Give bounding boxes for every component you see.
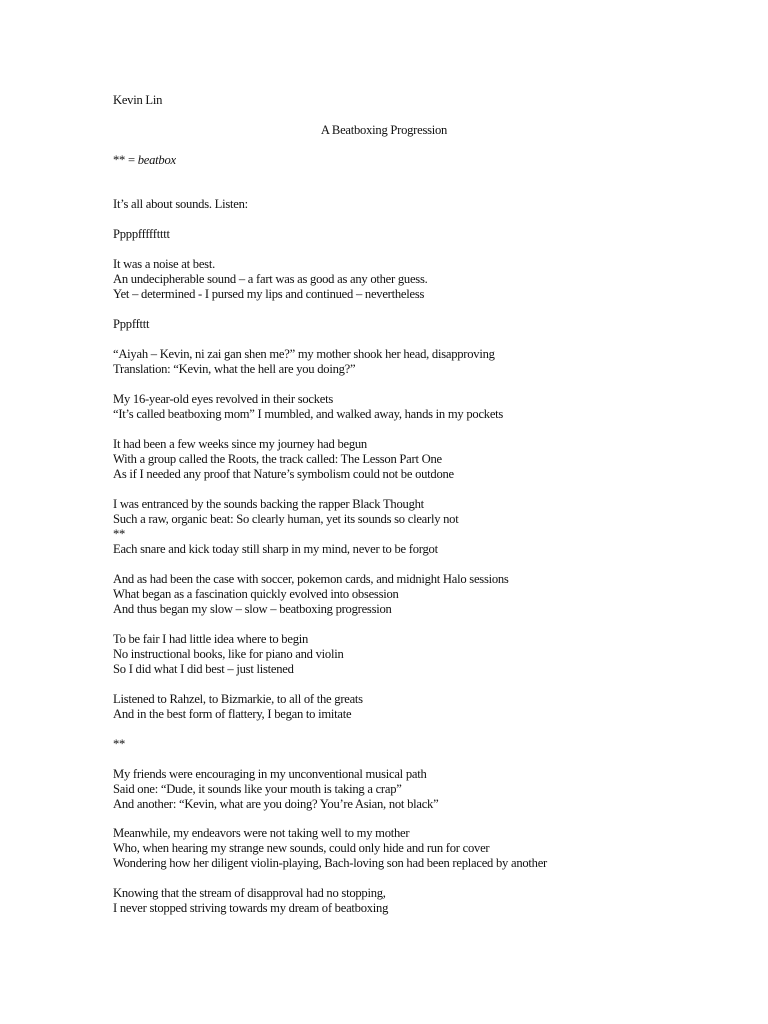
poem-line: “It’s called beatboxing mom” I mumbled, and walked away, hands in my pockets bbox=[113, 407, 504, 421]
intro-line: It’s all about sounds. Listen: bbox=[113, 197, 248, 211]
poem-line: And another: “Kevin, what are you doing? You’re Asian, not black” bbox=[113, 797, 439, 811]
poem-line: Translation: “Kevin, what the hell are you doing?” bbox=[113, 362, 356, 376]
poem-line: As if I needed any proof that Nature’s symbolism could not be outdone bbox=[113, 467, 454, 481]
poem-line: Pppffttt bbox=[113, 317, 150, 331]
poem-line: Meanwhile, my endeavors were not taking well to my mother bbox=[113, 826, 410, 840]
beatbox-marker: ** bbox=[113, 737, 126, 751]
poem-line: I never stopped striving towards my dream of beatboxing bbox=[113, 901, 389, 915]
legend-line bbox=[113, 153, 176, 168]
document-title: A Beatboxing Progression bbox=[320, 123, 448, 137]
poem-line: It was a noise at best. bbox=[113, 257, 215, 271]
poem-line: So I did what I did best – just listened bbox=[113, 662, 294, 676]
poem-line: Yet – determined - I pursed my lips and continued – nevertheless bbox=[113, 287, 425, 301]
poem-line: Ppppffffftttt bbox=[113, 227, 170, 241]
poem-line: What began as a fascination quickly evolved into obsession bbox=[113, 587, 399, 601]
poem-line: “Aiyah – Kevin, ni zai gan shen me?” my mother shook her head, disapproving bbox=[113, 347, 495, 361]
poem-line: And as had been the case with soccer, pokemon cards, and midnight Halo sessions bbox=[113, 572, 509, 586]
poem-line: I was entranced by the sounds backing the rapper Black Thought bbox=[113, 497, 424, 511]
poem-line: An undecipherable sound – a fart was as good as any other guess. bbox=[113, 272, 428, 286]
poem-line: Such a raw, organic beat: So clearly human, yet its sounds so clearly not bbox=[113, 512, 459, 526]
legend-word: beatbox bbox=[137, 153, 176, 167]
beatbox-marker: ** bbox=[113, 527, 126, 541]
poem-line: It had been a few weeks since my journey had begun bbox=[113, 437, 367, 451]
poem-line: My 16-year-old eyes revolved in their sockets bbox=[113, 392, 334, 406]
poem-line: With a group called the Roots, the track called: The Lesson Part One bbox=[113, 452, 442, 466]
poem-line: Said one: “Dude, it sounds like your mouth is taking a crap” bbox=[113, 782, 402, 796]
poem-line: And thus began my slow – slow – beatboxing progression bbox=[113, 602, 392, 616]
poem-line: Knowing that the stream of disapproval had no stopping, bbox=[113, 886, 386, 900]
poem-line: Who, when hearing my strange new sounds, could only hide and run for cover bbox=[113, 841, 490, 855]
poem-line: To be fair I had little idea where to begin bbox=[113, 632, 309, 646]
legend-mark: ** = bbox=[113, 153, 138, 167]
poem-line: Listened to Rahzel, to Bizmarkie, to all of the greats bbox=[113, 692, 363, 706]
author-name: Kevin Lin bbox=[113, 93, 163, 107]
poem-line: Wondering how her diligent violin-playing, Bach-loving son had been replaced by another bbox=[113, 856, 547, 870]
poem-line: And in the best form of flattery, I began to imitate bbox=[113, 707, 352, 721]
poem-line: No instructional books, like for piano and violin bbox=[113, 647, 344, 661]
poem-line: My friends were encouraging in my unconventional musical path bbox=[113, 767, 427, 781]
poem-line: Each snare and kick today still sharp in my mind, never to be forgot bbox=[113, 542, 438, 556]
